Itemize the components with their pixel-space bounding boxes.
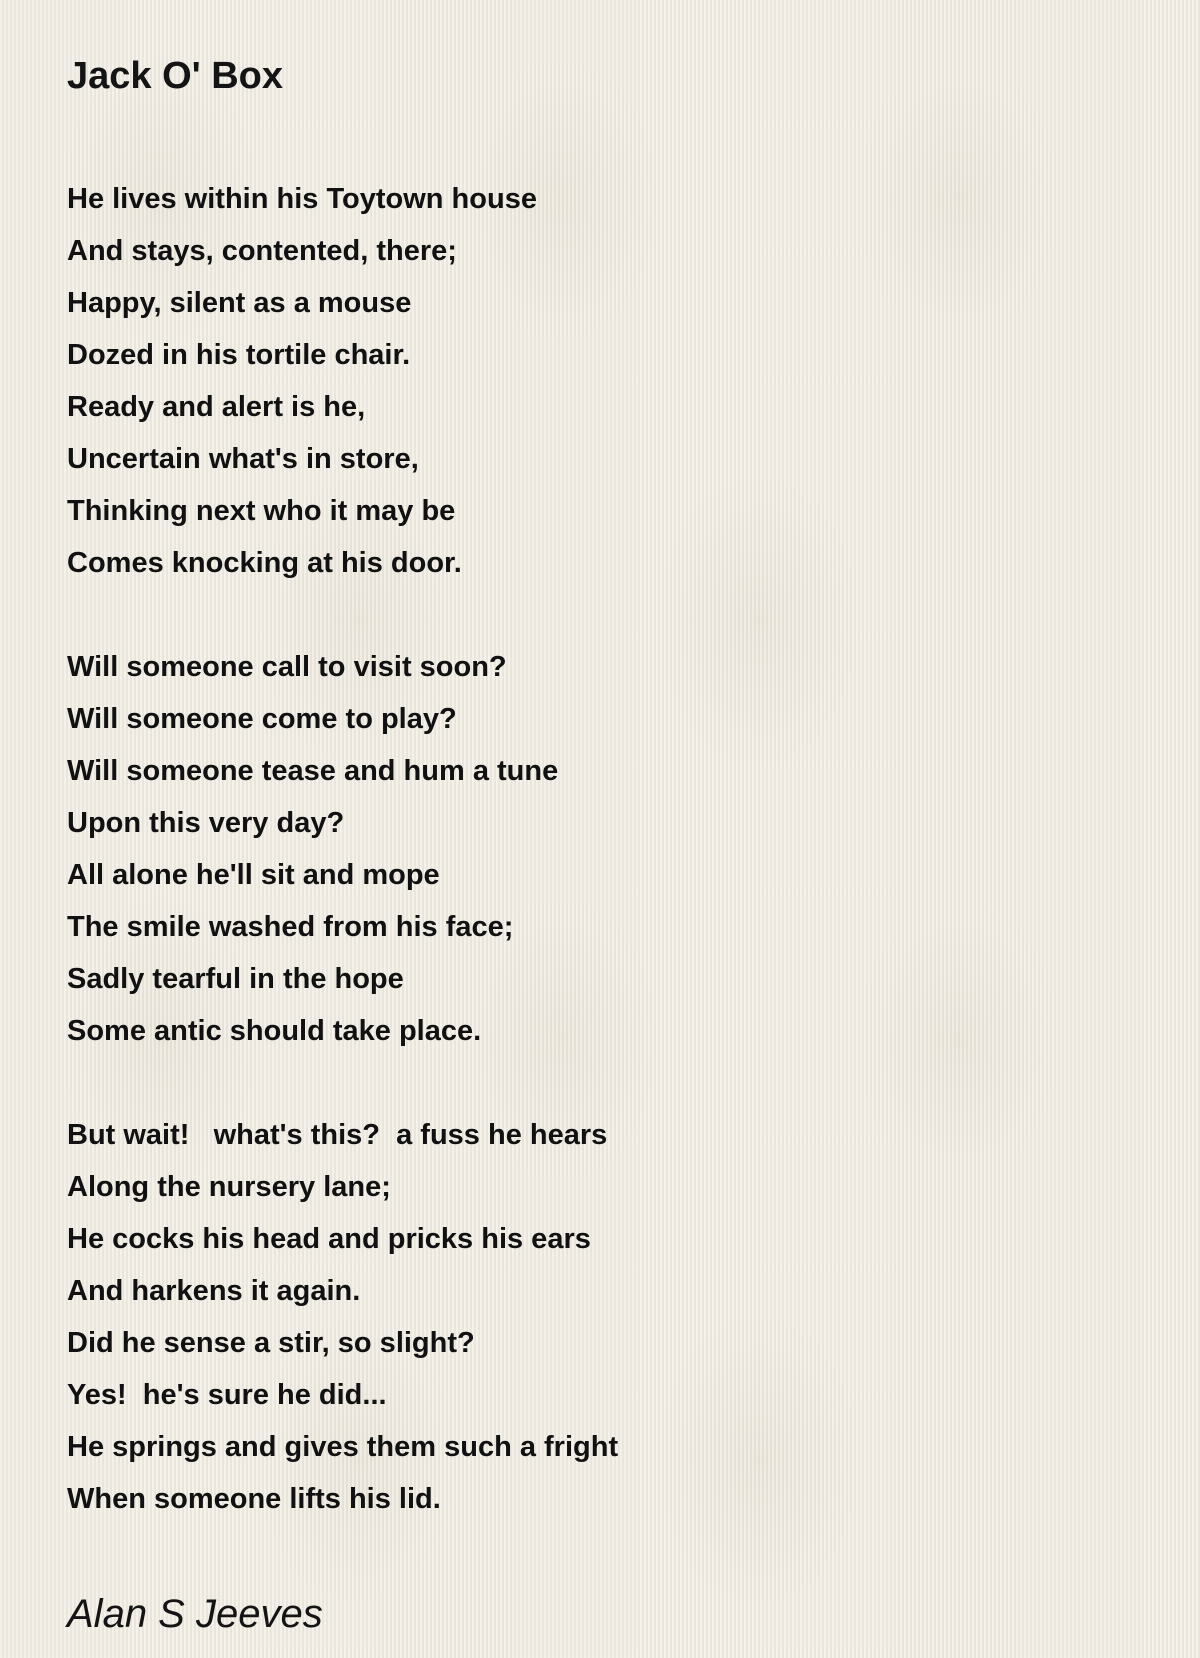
poem-line: Comes knocking at his door. — [67, 547, 462, 579]
poem-line: Uncertain what's in store, — [67, 443, 419, 475]
poem-line: When someone lifts his lid. — [67, 1483, 441, 1515]
poem-line: Sadly tearful in the hope — [67, 963, 404, 995]
stanza-1 — [67, 173, 1147, 589]
poem-line: But wait! what's this? a fuss he hears — [67, 1119, 608, 1151]
poem-line: Will someone call to visit soon? — [67, 651, 507, 683]
poem-line: He springs and gives them such a fright — [67, 1431, 619, 1463]
poem-author: Alan S Jeeves — [67, 1592, 323, 1636]
poem-line: And stays, contented, there; — [67, 235, 457, 267]
poem-line: The smile washed from his face; — [67, 911, 514, 943]
poem-line: Happy, silent as a mouse — [67, 287, 412, 319]
poem-line: Will someone tease and hum a tune — [67, 755, 559, 787]
poem-line: He lives within his Toytown house — [67, 183, 537, 215]
poem-body — [67, 173, 1147, 1525]
poem-page — [67, 46, 1147, 1644]
poem-line: He cocks his head and pricks his ears — [67, 1223, 591, 1255]
stanza-3 — [67, 1109, 1147, 1525]
poem-line: Will someone come to play? — [67, 703, 457, 735]
poem-line: Along the nursery lane; — [67, 1171, 391, 1203]
poem-line: Upon this very day? — [67, 807, 345, 839]
poem-line: And harkens it again. — [67, 1275, 361, 1307]
poem-line: Thinking next who it may be — [67, 495, 456, 527]
poem-line: Did he sense a stir, so slight? — [67, 1327, 475, 1359]
poem-line: Some antic should take place. — [67, 1015, 482, 1047]
poem-line: Dozed in his tortile chair. — [67, 339, 411, 371]
poem-line: Yes! he's sure he did... — [67, 1379, 387, 1411]
poem-title: Jack O' Box — [67, 55, 284, 97]
poem-line: Ready and alert is he, — [67, 391, 366, 423]
poem-line: All alone he'll sit and mope — [67, 859, 440, 891]
stanza-2 — [67, 641, 1147, 1057]
